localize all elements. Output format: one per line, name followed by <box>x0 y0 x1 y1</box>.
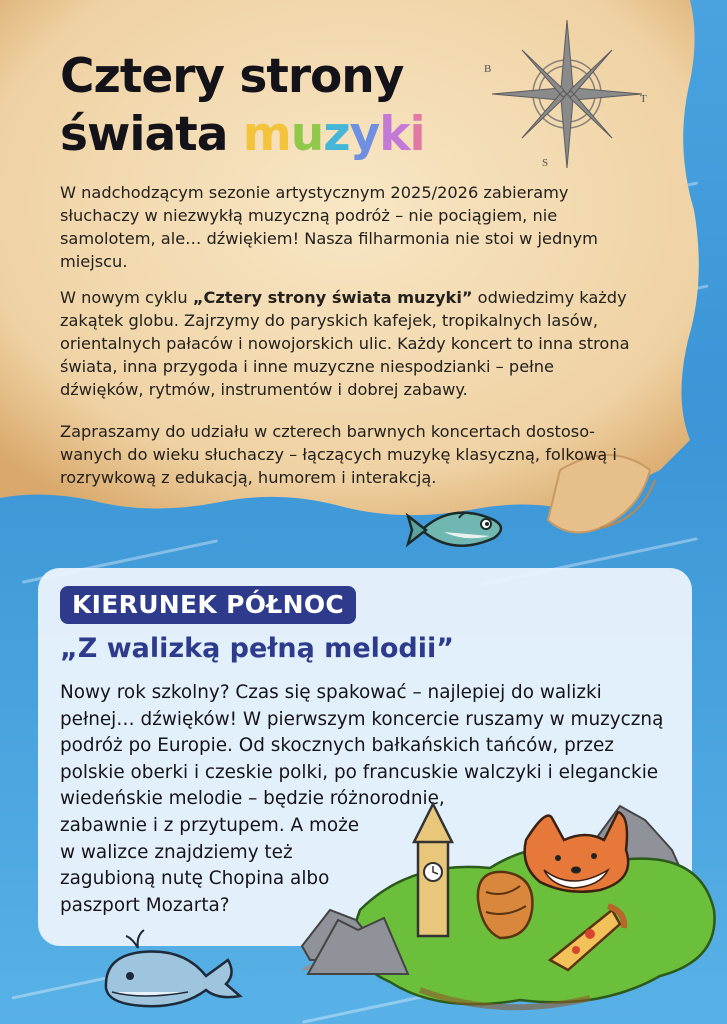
intro-paragraph-3: Zapraszamy do udziału w czterech barwnych koncertach dostosowanych do wieku słuchaczy – łączących muzykę klasyczną, folkową i rozrywkową z edukacją, humorem i interakcją. <box>60 422 617 487</box>
description-line: Nowy rok szkolny? Czas się spakować – najlepiej do walizki <box>60 682 602 703</box>
compass-west-label: B <box>484 63 492 75</box>
title-word-swiata: świata <box>60 107 228 162</box>
title-rainbow-word <box>243 107 425 162</box>
description-line: wiedeńskie melodie – będzie różnorodnie, <box>60 788 445 810</box>
intro-p2-lead: W nowym cyklu <box>60 288 193 307</box>
direction-badge: KIERUNEK PÓŁNOC <box>60 586 356 624</box>
description-line: pełnej… dźwięków! W pierwszym koncercie ruszamy w muzyczną <box>60 708 664 730</box>
page-title <box>60 48 425 164</box>
title-letter: k <box>379 107 410 162</box>
description-line: w walizce znajdziemy też <box>60 841 293 863</box>
title-letter: m <box>242 107 291 162</box>
description-line: zabawnie i z przytupem. A może <box>60 814 360 836</box>
whale-icon <box>98 926 248 1014</box>
fox-icon <box>525 812 629 892</box>
intro-paragraph-1: W nadchodzącym sezonie artystycznym 2025/2026 zabieramy słuchaczy w niezwykłą muzyczną podróż – nie pociągiem, nie samolotem, ale… dźwiękiem! Nasza filharmonia nie stoi w jednym miejscu. <box>60 183 598 271</box>
intro-p2-rest: odwiedzimy każdy zakątek globu. Zajrzymy do paryskich kafejek, tropikalnych lasów, orientalnych pałaców i nowojorskich ulic. Każdy koncert to inna strona świata, inna przygoda i inne muzyczne niespodzianki – pełne dźwięków, rytmów, instrumentów i dobrej zabawy. <box>60 288 630 399</box>
title-line-2 <box>60 106 425 164</box>
concert-subtitle: „Z walizką pełną melodii” <box>60 633 455 664</box>
rock-icon <box>298 910 418 982</box>
compass-rose-icon <box>484 14 650 180</box>
title-letter: u <box>290 107 324 162</box>
intro-p2-cycle-name: „Cztery strony świata muzyki” <box>192 288 473 307</box>
description-line: zagubioną nutę Chopina albo <box>60 868 330 890</box>
intro-paragraph-2 <box>60 286 640 401</box>
compass-east-label: T <box>640 93 647 105</box>
big-ben-icon <box>414 804 452 936</box>
description-line: polskie oberki i czeskie polki, po francuskie walczyki i eleganckie <box>60 761 659 783</box>
fish-icon <box>404 498 514 560</box>
description-line: podróż po Europie. Od skocznych bałkańskich tańców, przez <box>60 735 614 757</box>
title-line-1: Cztery strony <box>60 49 404 104</box>
title-letter: y <box>349 107 380 162</box>
title-letter: i <box>409 107 425 162</box>
compass-south-label: S <box>542 157 549 169</box>
title-letter: z <box>323 107 350 162</box>
description-line: paszport Mozarta? <box>60 894 230 916</box>
